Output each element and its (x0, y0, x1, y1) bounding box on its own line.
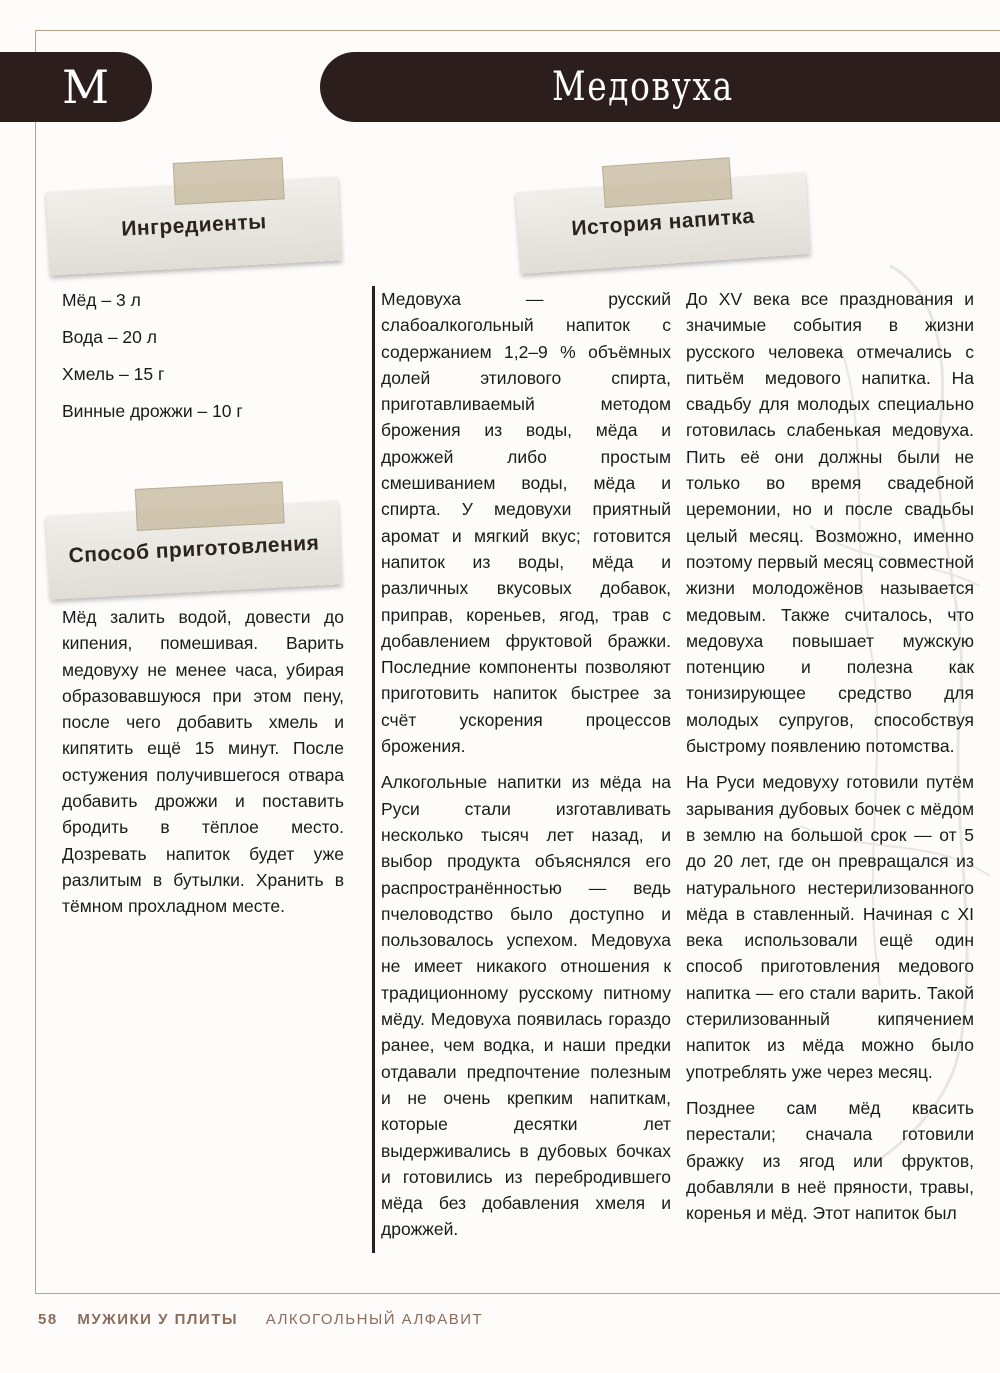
page-footer (38, 1311, 483, 1328)
history-paragraph: До XV века все празднования и значимые события в жизни русского человека отмечались с питьём медового напитка. На свадьбу для молодых специально готовилась слабенькая медовуха. Пить её они должны были не только во время свадебной церемонии, но и после свадьбы целый месяц. Возможно, именно поэтому первый месяц совместной жизни молодожёнов называется медовым. Также считалось, что медовуха повышает мужскую потенцию и полезна как тонизирующее средство для молодых супругов, способствуя быстрому появлению потомства. (686, 289, 974, 757)
history-heading: История напитка (570, 204, 756, 241)
ingredients-label (46, 176, 342, 275)
list-item: Винные дрожжи – 10 г (62, 401, 243, 421)
section-title: АЛКОГОЛЬНЫЙ АЛФАВИТ (265, 1311, 484, 1328)
alphabet-letter: М (61, 60, 111, 114)
book-title: МУЖИКИ У ПЛИТЫ (77, 1311, 239, 1328)
title-banner (320, 52, 1000, 122)
history-paragraph: Медовуха — русский слабоалкогольный напиток с содержанием 1,2–9 % объёмных долей этилового спирта, приготавливаемый методом брожения из воды, мёда и дрожжей либо простым смешиванием воды, мёда и спирта. У медовухи приятный аромат и мягкий вкус; готовится напиток из воды, мёда и различных вкусовых добавок, приправ, кореньев, ягод, трав с добавлением фруктовой бражки. Последние компоненты позволяют приготовить напиток быстрее за счёт ускорения процессов брожения. (381, 289, 671, 757)
list-item: Вода – 20 л (62, 327, 157, 347)
letter-banner (0, 52, 152, 122)
ingredients-list (62, 288, 243, 436)
list-item: Хмель – 15 г (62, 364, 165, 384)
method-heading: Способ приготовления (68, 531, 320, 568)
page-title: Медовуха (552, 64, 734, 110)
method-label (46, 500, 342, 599)
method-text: Мёд залить водой, довести до кипения, помешивая. Варить медовуху не менее часа, убирая образовавшуюся при этом пену, после чего добавить хмель и кипятить ещё 15 минут. После остужения получившегося отвара добавить дрожжи и поставить бродить в тёплое место. Дозревать напиток будет уже разлитым в бутылки. Хранить в тёмном прохладном месте. (62, 607, 344, 917)
tape-strip (602, 157, 733, 208)
history-paragraph: Алкогольные напитки из мёда на Руси стали изготавливать несколько тысяч лет назад, и выбор продукта объяснялся его распространённостью — ведь пчеловодство было доступно и пользовалось успехом. Медовуха не имеет никакого отношения к традиционному русскому питному мёду. Медовуха появилась гораздо ранее, чем водка, и наши предки отдавали предпочтение полезным и не очень крепким напиткам, которые десятки лет выдерживались в дубовых бочках и готовились из перебродившего мёда без добавления хмеля и дрожжей. (381, 772, 671, 1240)
history-column-2 (686, 286, 974, 1236)
list-item: Мёд – 3 л (62, 290, 141, 310)
tape-strip (135, 481, 285, 531)
method-column (62, 604, 344, 930)
ingredients-heading: Ингредиенты (120, 210, 268, 241)
page-number: 58 (38, 1311, 58, 1328)
history-paragraph: Позднее сам мёд квасить перестали; сначала готовили бражку из ягод или фруктов, добавляли в неё пряности, травы, коренья и мёд. Этот напиток был (686, 1097, 974, 1224)
history-paragraph: На Руси медовуху готовили путём зарывания дубовых бочек с мёдом в землю на большой срок — от 5 до 20 лет, где он превращался из натурального нестерилизованного мёда в ставленный. Начиная с XI века использовали ещё один способ приготовления медового напитка — его стали варить. Такой стерилизованный кипячением напиток из мёда можно было употреблять уже через месяц. (686, 772, 974, 1082)
tape-strip (173, 157, 285, 205)
history-column-1 (372, 286, 671, 1253)
